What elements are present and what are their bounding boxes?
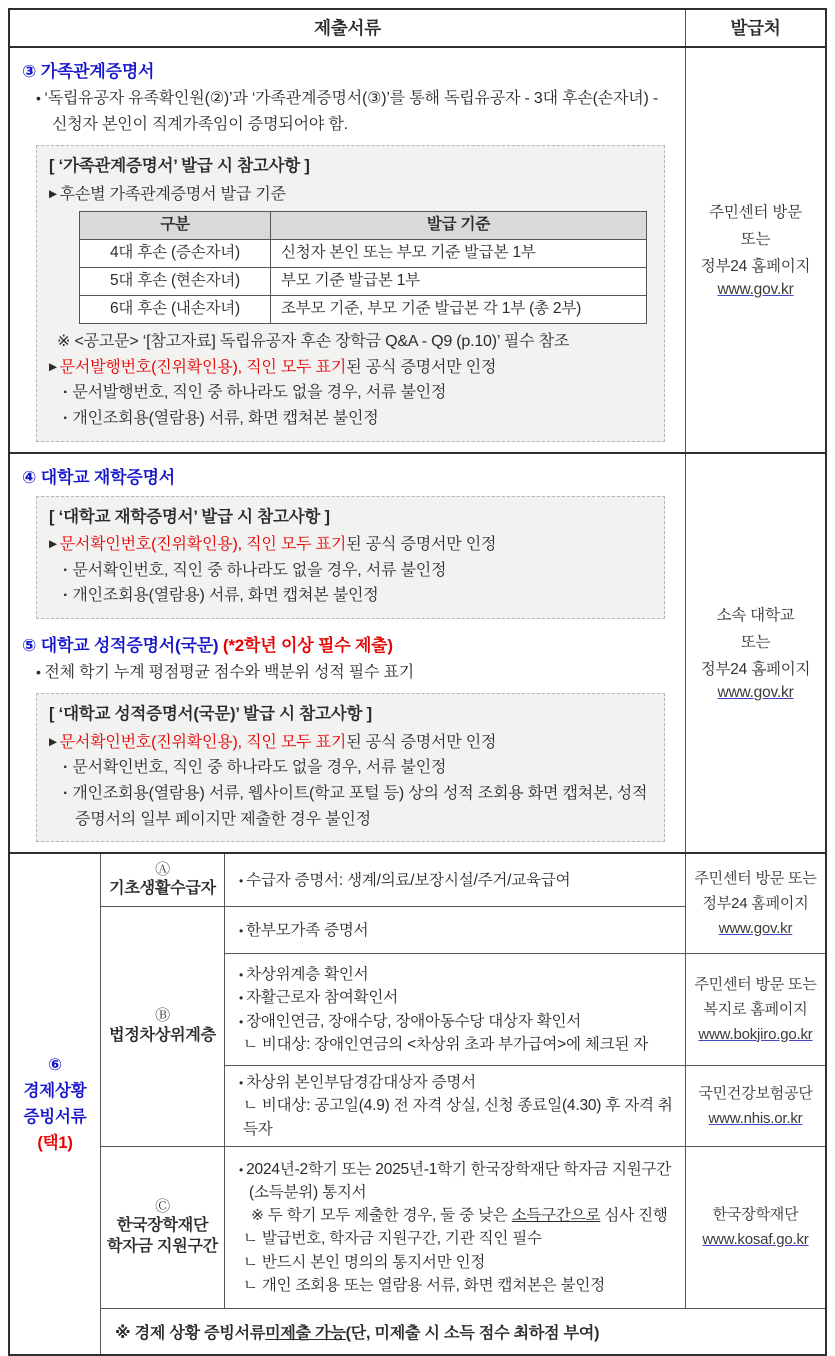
criteria-cell: 신청자 본인 또는 부모 기준 발급본 1부 [271,240,647,268]
reject-rule: · 개인조회용(열람용) 서류, 화면 캡쳐본 불인정 [49,406,652,432]
content-near-poverty-docs [224,953,685,1065]
table-row [80,240,647,268]
economic-docs-footnote [100,1308,825,1354]
exclusion-note: ㄴ 비대상: 공고일(4.9) 전 자격 상실, 신청 종료일(4.30) 후 자격 취득자 [243,1097,673,1138]
issuer-line: 정부24 홈페이지 [700,661,811,679]
accept-rule-black: 된 공식 증명서만 인정 [346,358,497,376]
row-university-certificates [10,452,825,853]
gov24-link[interactable]: www.gov.kr [718,919,793,937]
issuer-line: 또는 [740,634,771,652]
content-basic-livelihood [224,854,685,906]
issuer-line: 한국장학재단 [712,1206,799,1224]
document-item: • 차상위 본인부담경감대상자 증명서 [235,1071,677,1094]
circled-a: Ⓐ [155,860,170,878]
accept-rule [49,355,652,381]
document-item: • 한부모가족 증명서 [235,919,677,942]
section-5-note-box [36,693,665,842]
col-header-criteria: 발급 기준 [271,212,647,240]
section-5 [20,631,677,842]
criteria-cell: 부모 기준 발급본 1부 [271,268,647,296]
review-note-pre: ※ 두 학기 모두 제출한 경우, 둘 중 낮은 [251,1207,512,1225]
label-statutory-near-poverty [100,906,224,1146]
col-header-documents: 제출서류 [314,18,381,38]
accept-rule [49,730,652,756]
issuer-line: 정부24 홈페이지 [702,894,809,912]
document-item: • 장애인연금, 장애수당, 장애아동수당 대상자 확인서 [235,1010,677,1033]
issuer-line: 주민센터 방문 또는 [694,870,817,888]
footnote-underline: 미제출 가능 [265,1324,346,1342]
section-6-number: ⑥ [48,1056,62,1075]
section-6-name-line: 증빙서류 [23,1108,87,1127]
nhis-link[interactable]: www.nhis.or.kr [708,1109,803,1127]
section-4 [20,463,677,619]
issuer-line: 복지로 홈페이지 [703,1000,808,1018]
main-table [8,8,827,1356]
accept-rule-red: 문서확인번호(진위확인용), 직인 모두 표기 [59,733,347,751]
section-5-title-blue: ⑤ 대학교 성적증명서(국문) [22,635,219,655]
section-4-note-box [36,496,665,619]
row-economic-status [10,852,825,1354]
col-header-gubun: 구분 [80,212,271,240]
issuer-line: 국민건강보험공단 [698,1084,813,1102]
review-note-underline: 소득구간으로 [511,1207,601,1225]
accept-rule-black: 된 공식 증명서만 인정 [346,536,497,553]
table-row [80,268,647,296]
label-name: 학자금 지원구간 [106,1238,219,1256]
section-6-header [10,854,100,1354]
document-item: • 2024년-2학기 또는 2025년-1학기 한국장학재단 학자금 지원구간(소득분위) 통지서 [235,1158,677,1205]
label-name: 법정차상위계층 [109,1026,216,1044]
section-5-bullet: • 전체 학기 누계 평점평균 점수와 백분위 성적 필수 표기 [26,660,673,686]
note-box-title: [ ‘가족관계증명서’ 발급 시 참고사항 ] [49,157,310,176]
criteria-cell: 조부모 기준, 부모 기준 발급본 각 1부 (총 2부) [271,296,647,324]
note-box-title: [ ‘대학교 성적증명서(국문)’ 발급 시 참고사항 ] [49,705,372,724]
section-5-title [22,631,677,656]
document-item: • 차상위계층 확인서 [235,963,677,986]
label-kosaf-income-bracket [100,1146,224,1308]
accept-rule-red: 문서확인번호(진위확인용), 직인 모두 표기 [59,536,347,553]
issuer-cell-kosaf [685,1146,825,1308]
accept-rule [49,532,652,558]
review-note [235,1204,677,1227]
note-box-title: [ ‘대학교 재학증명서’ 발급 시 참고사항 ] [49,507,330,526]
sections-4-5 [10,454,685,853]
issuer-line: 소속 대학교 [716,607,795,625]
exclusion-note: ㄴ 비대상: 장애인연금의 <차상위 초과 부가급여>에 체크된 자 [243,1035,649,1053]
row-family-certificate [10,48,825,452]
reference-note: ※ <공고문> ‘[참고자료] 독립유공자 후손 장학금 Q&A - Q9 (p.10)’ 필수 참조 [57,333,570,351]
label-name: 기초생활수급자 [109,880,216,898]
section-6-name-line: 경제상황 [23,1082,87,1101]
footnote-pre: ※ 경제 상황 증빙서류 [115,1324,266,1342]
issuer-cell-family [685,48,825,452]
col-header-issuer: 발급처 [685,10,825,46]
section-4-title: ④ 대학교 재학증명서 [22,467,176,487]
issuer-cell-gov24 [685,854,825,953]
issuer-cell-nhis [685,1065,825,1146]
bokjiro-link[interactable]: www.bokjiro.go.kr [698,1025,813,1043]
accept-rule-red: 문서발행번호(진위확인용), 직인 모두 표기 [59,358,347,376]
review-note-post: 심사 진행 [600,1207,668,1225]
label-name: 한국장학재단 [116,1217,209,1235]
requirement-note: ㄴ 발급번호, 학자금 지원구간, 기관 직인 필수 [243,1230,542,1248]
table-row [80,296,647,324]
gov24-link[interactable]: www.gov.kr [717,684,794,702]
reject-rule: · 문서발행번호, 직인 중 하나라도 없을 경우, 서류 불인정 [49,380,652,406]
reject-rule: · 개인조회용(열람용) 서류, 화면 캡쳐본 불인정 [49,583,652,609]
content-kosaf-notice [224,1146,685,1308]
requirement-note: ㄴ 개인 조회용 또는 열람용 서류, 화면 캡쳐본은 불인정 [243,1276,605,1294]
section-6-select-one: (택1) [37,1134,73,1153]
issuer-line: 또는 [740,231,771,249]
generation-criteria-table [79,211,647,324]
footnote-post: (단, 미제출 시 소득 점수 최하점 부여) [345,1324,600,1342]
section-3 [10,48,685,452]
issuer-cell-university [685,454,825,853]
section-3-title: ③ 가족관계증명서 [22,62,155,81]
kosaf-link[interactable]: www.kosaf.go.kr [702,1230,809,1248]
circled-c: Ⓒ [155,1197,170,1215]
header-row [10,10,825,48]
content-single-parent [224,906,685,953]
issuer-cell-bokjiro [685,953,825,1065]
section-5-title-red: (*2학년 이상 필수 제출) [222,635,393,655]
accept-rule-black: 된 공식 증명서만 인정 [346,733,497,751]
label-basic-livelihood [100,854,224,906]
reject-rule: · 문서확인번호, 직인 중 하나라도 없을 경우, 서류 불인정 [49,558,652,584]
issuer-line: 정부24 홈페이지 [700,258,811,276]
gov24-link[interactable]: www.gov.kr [717,281,794,299]
circled-b: Ⓑ [155,1007,170,1025]
document-item: • 수급자 증명서: 생계/의료/보장시설/주거/교육급여 [235,869,677,892]
issuer-line: 주민센터 방문 [709,204,802,222]
section-3-note-box [36,145,665,441]
requirement-note: ㄴ 반드시 본인 명의의 통지서만 인정 [243,1253,486,1271]
section-3-bullet: • ‘독립유공자 유족확인원(②)’과 ‘가족관계증명서(③)’를 통해 독립유공자 - 3대 후손(손자녀) - 신청자 본인이 직계가족임이 증명되어야 함. [26,86,673,137]
generation-cell: 6대 후손 (내손자녀) [80,296,271,324]
document-item: • 자활근로자 참여확인서 [235,986,677,1009]
reject-rule: · 개인조회용(열람용) 서류, 웹사이트(학교 포털 등) 상의 성적 조회용 화면 캡쳐본, 성적증명서의 일부 페이지만 제출한 경우 불인정 [49,781,652,832]
generation-cell: 5대 후손 (현손자녀) [80,268,271,296]
note-box-subtitle: ▶ 후손별 가족관계증명서 발급 기준 [49,182,652,208]
content-copayment-reduction [224,1065,685,1146]
reject-rule: · 문서확인번호, 직인 중 하나라도 없을 경우, 서류 불인정 [49,755,652,781]
generation-cell: 4대 후손 (증손자녀) [80,240,271,268]
issuer-line: 주민센터 방문 또는 [694,976,817,994]
